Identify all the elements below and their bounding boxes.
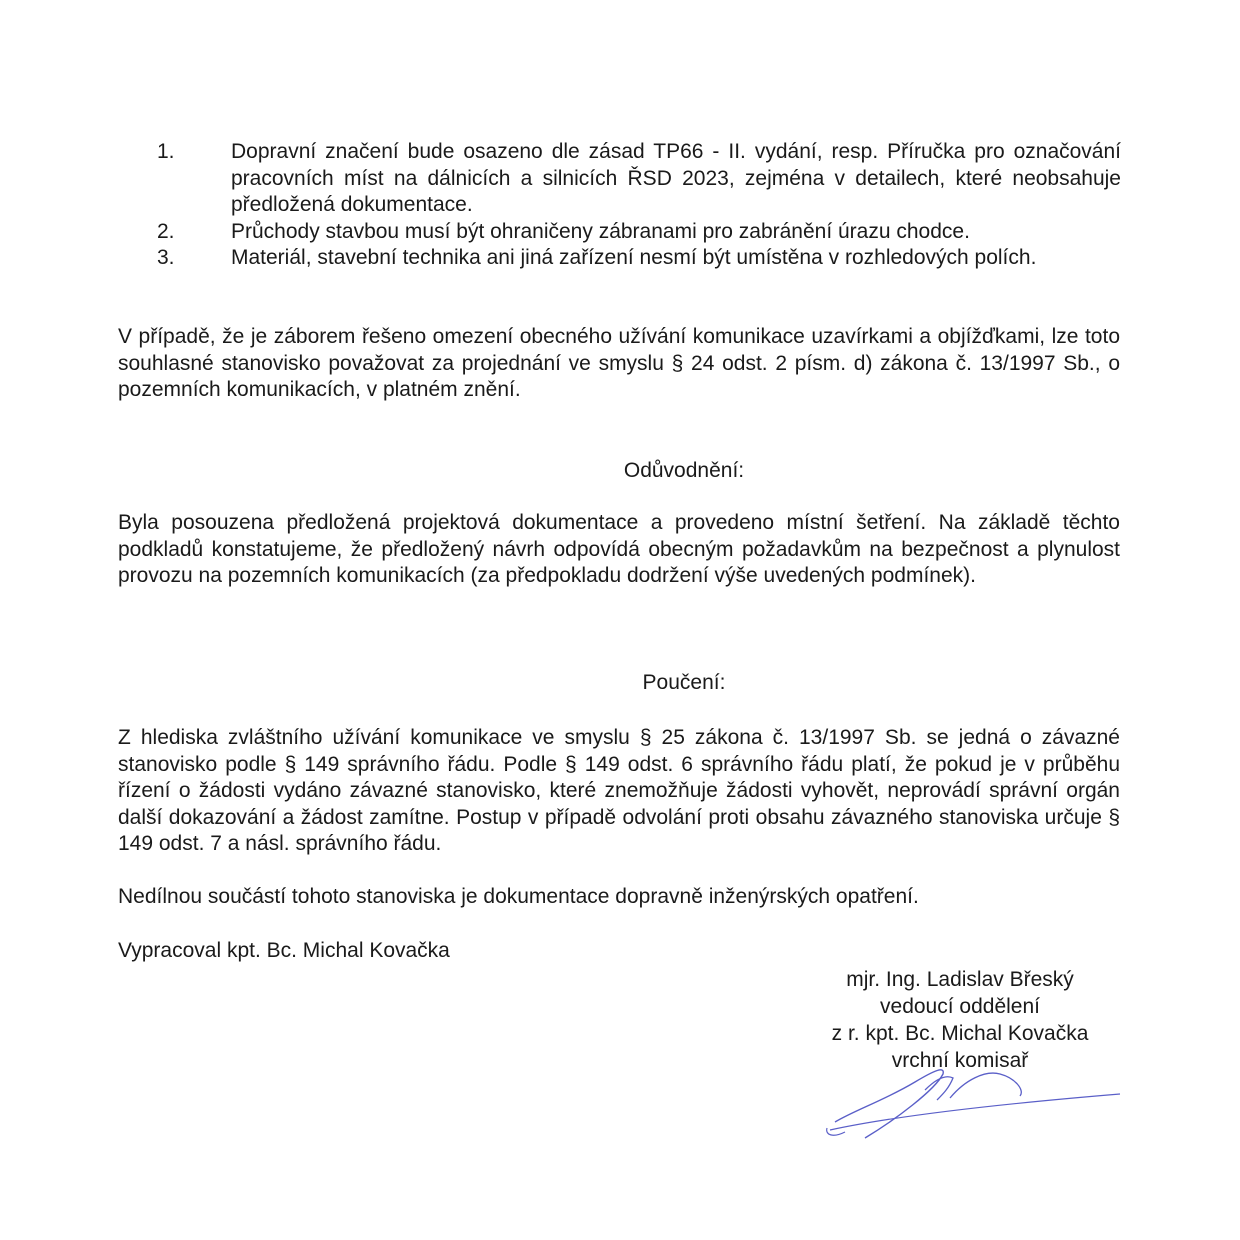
instruction-heading: Poučení: xyxy=(642,671,726,694)
condition-number: 2. xyxy=(157,219,175,243)
condition-item xyxy=(157,139,1121,219)
closure-paragraph: V případě, že je záborem řešeno omezení obecného užívání komunikace uzavírkami a objížďkami, lze toto souhlasné stanovisko považovat za projednání ve smyslu § 24 odst. 2 písm. d) zákona č. 13/1997 Sb., o pozemních komunikacích, v platném znění. xyxy=(118,325,1120,401)
signatory-on-behalf: z r. kpt. Bc. Michal Kovačka xyxy=(831,1022,1089,1045)
signatory-name: mjr. Ing. Ladislav Břeský xyxy=(846,968,1074,991)
condition-item xyxy=(157,245,1121,272)
signatory-on-behalf-position: vrchní komisař xyxy=(891,1049,1029,1072)
condition-text: Průchody stavbou musí být ohraničeny zábranami pro zabránění úrazu chodce. xyxy=(231,219,970,243)
signature-block xyxy=(790,966,1130,1074)
condition-text: Dopravní značení bude osazeno dle zásad TP66 - II. vydání, resp. Příručka pro označování pracovních míst na dálnicích a silnicích ŘSD 2023, zejména v detailech, které neobsahuje předložená dokumentace. xyxy=(231,140,1121,216)
justification-heading: Odůvodnění: xyxy=(623,459,745,482)
prepared-by: Vypracoval kpt. Bc. Michal Kovačka xyxy=(118,939,450,962)
handwritten-signature xyxy=(825,1060,1125,1150)
justification-text: Byla posouzena předložená projektová dokumentace a provedeno místní šetření. Na základě těchto podkladů konstatujeme, že předložený návrh odpovídá obecným požadavkům na bezpečnost a plynulost provozu na pozemních komunikacích (za předpokladu dodržení výše uvedených podmínek). xyxy=(118,511,1120,587)
condition-text: Materiál, stavební technika ani jiná zařízení nesmí být umístěna v rozhledových polích. xyxy=(231,246,1037,269)
conditions-list xyxy=(157,139,1121,272)
signatory-position: vedoucí oddělení xyxy=(880,995,1040,1018)
condition-number: 3. xyxy=(157,246,175,269)
attachment-note: Nedílnou součástí tohoto stanoviska je dokumentace dopravně inženýrských opatření. xyxy=(118,885,919,908)
instruction-text: Z hlediska zvláštního užívání komunikace ve smyslu § 25 zákona č. 13/1997 Sb. se jedná o závazné stanovisko podle § 149 správního řádu. Podle § 149 odst. 6 správního řádu platí, že pokud je v průběhu řízení o žádosti vydáno závazné stanovisko, které znemožňuje žádosti vyhovět, neprovádí správní orgán další dokazování a žádost zamítne. Postup v případě odvolání proti obsahu závazného stanoviska určuje § 149 odst. 7 a násl. správního řádu. xyxy=(118,726,1120,855)
condition-number: 1. xyxy=(157,140,175,163)
condition-item xyxy=(157,219,1121,246)
